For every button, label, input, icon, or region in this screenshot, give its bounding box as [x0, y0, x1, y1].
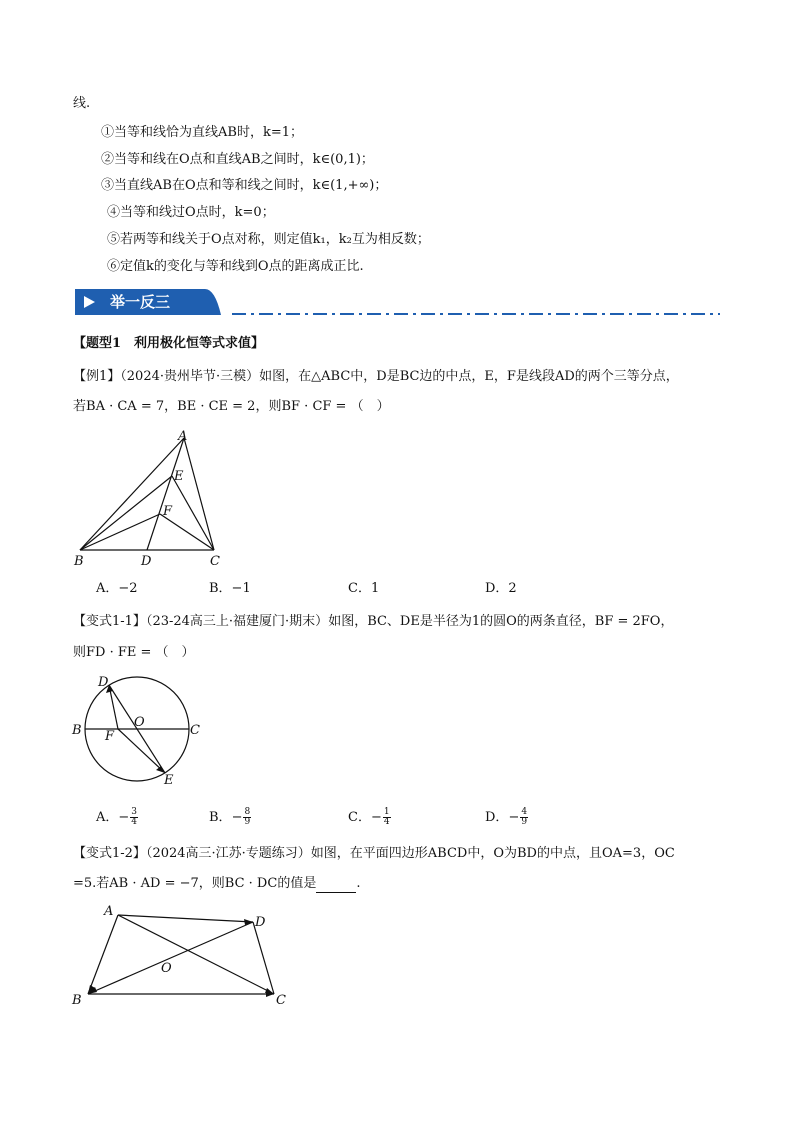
frac-num: 4 — [521, 807, 528, 817]
variant11-ask: FD · FE = （ ） — [86, 645, 195, 660]
topic-heading: 【题型1 利用极化恒等式求值】 — [73, 336, 265, 351]
option-label: B． — [209, 810, 232, 825]
point-F: F — [105, 729, 115, 744]
variant12-line2 — [73, 875, 360, 893]
example1-option-d[interactable]: D．2 — [485, 581, 517, 596]
variant11-text: 如图，BC、DE是半径为1的圆O的两条直径， — [328, 614, 595, 629]
frac-den: 9 — [521, 817, 528, 827]
variant11-option-d[interactable]: D．− $\frac{4}{9}$ — [485, 807, 528, 827]
point-C: C — [210, 554, 220, 569]
intro-item-2: ②当等和线在O点和直线AB之间时，k∈(0,1)； — [101, 152, 374, 167]
example1-cond1: BA · CA = 7 — [86, 399, 165, 414]
variant11-figure — [68, 672, 208, 790]
example1-option-a[interactable]: A．−2 — [96, 581, 138, 596]
variant12-text: 如图，在平面四边形ABCD中，O为BD的中点，且OA=3，OC — [310, 846, 675, 861]
variant11-cond: BF = 2FO — [594, 614, 661, 629]
option-label: D． — [485, 810, 509, 825]
point-E: E — [174, 469, 184, 484]
variant11-option-a[interactable]: A．− $\frac{3}{4}$ — [96, 807, 138, 827]
option-label: C． — [348, 810, 371, 825]
answer-blank[interactable] — [316, 878, 356, 893]
variant11-line2 — [73, 644, 195, 662]
frac-num: 3 — [131, 807, 138, 817]
variant11-ask-prefix: 则 — [73, 645, 87, 660]
point-D: D — [255, 915, 266, 930]
frac-den: 4 — [131, 817, 138, 827]
frac-den: 4 — [383, 817, 390, 827]
variant12-line1 — [73, 845, 675, 863]
variant11-tag: 【变式1-1】 — [73, 614, 146, 629]
example1-cond2: BE · CE = 2 — [177, 399, 256, 414]
intro-item-4: ④当等和线过O点时，k=0； — [107, 205, 275, 220]
point-A: A — [178, 429, 188, 444]
variant12-figure — [68, 900, 298, 1006]
point-B: B — [74, 554, 84, 569]
example1-cond-prefix: 若 — [73, 399, 87, 414]
point-D: D — [98, 675, 109, 690]
section-banner-title: 举一反三 — [110, 293, 171, 311]
intro-line0: 线. — [73, 96, 91, 111]
point-O: O — [161, 961, 172, 976]
frac-num: 8 — [244, 807, 251, 817]
variant12-line2f: . — [356, 876, 361, 891]
dashed-rule — [232, 312, 720, 316]
variant12-cond: AB · AD = −7 — [109, 876, 199, 891]
point-C: C — [276, 993, 286, 1006]
option-label: A． — [96, 810, 119, 825]
frac-den: 9 — [244, 817, 251, 827]
example1-figure — [70, 426, 230, 570]
intro-item-5: ⑤若两等和线关于O点对称，则定值k₁，k₂互为相反数； — [107, 232, 430, 247]
example1-line1 — [73, 368, 679, 386]
variant12-tag: 【变式1-2】 — [73, 846, 146, 861]
point-B: B — [72, 723, 82, 738]
variant12-ask: BC · DC — [224, 876, 278, 891]
point-F: F — [163, 504, 173, 519]
point-B: B — [72, 993, 82, 1006]
variant11-line1: 【变式1-1】（23-24高三上·福建厦门·期末）如图，BC、DE是半径为1的圆O的两条直径，BF = 2FO， — [73, 614, 674, 629]
example1-source: （2024·贵州毕节·三模） — [120, 369, 260, 384]
intro-item-3: ③当直线AB在O点和等和线之间时，k∈(1,+∞)； — [101, 178, 388, 193]
example1-option-b[interactable]: B．−1 — [209, 581, 251, 596]
variant12-line2c: ，则 — [198, 876, 225, 891]
point-O: O — [134, 715, 145, 730]
point-E: E — [164, 773, 174, 788]
variant12-source: （2024高三·江苏·专题练习） — [145, 846, 311, 861]
example1-tag: 【例1】 — [73, 369, 121, 384]
variant12-line2e: 的值是 — [277, 876, 317, 891]
example1-option-c[interactable]: C．1 — [348, 581, 380, 596]
intro-item-1: ①当等和线恰为直线AB时，k=1； — [101, 125, 303, 140]
point-A: A — [104, 904, 114, 919]
intro-item-6: ⑥定值k的变化与等和线到O点的距离成正比. — [107, 259, 364, 274]
example1-text: 如图，在△ABC中，D是BC边的中点，E，F是线段AD的两个三等分点， — [259, 369, 679, 384]
variant11-source: （23-24高三上·福建厦门·期末） — [145, 614, 329, 629]
point-D: D — [141, 554, 152, 569]
variant11-option-c[interactable]: C．− $\frac{1}{4}$ — [348, 807, 390, 827]
variant12-line2a: =5.若 — [73, 876, 110, 891]
example1-line2: 若BA · CA = 7，BE · CE = 2，则BF · CF = （ ） — [73, 399, 390, 414]
example1-ask: BF · CF = （ ） — [281, 399, 390, 414]
variant11-option-b[interactable]: B．− $\frac{8}{9}$ — [209, 807, 251, 827]
frac-num: 1 — [383, 807, 390, 817]
point-C: C — [190, 723, 200, 738]
